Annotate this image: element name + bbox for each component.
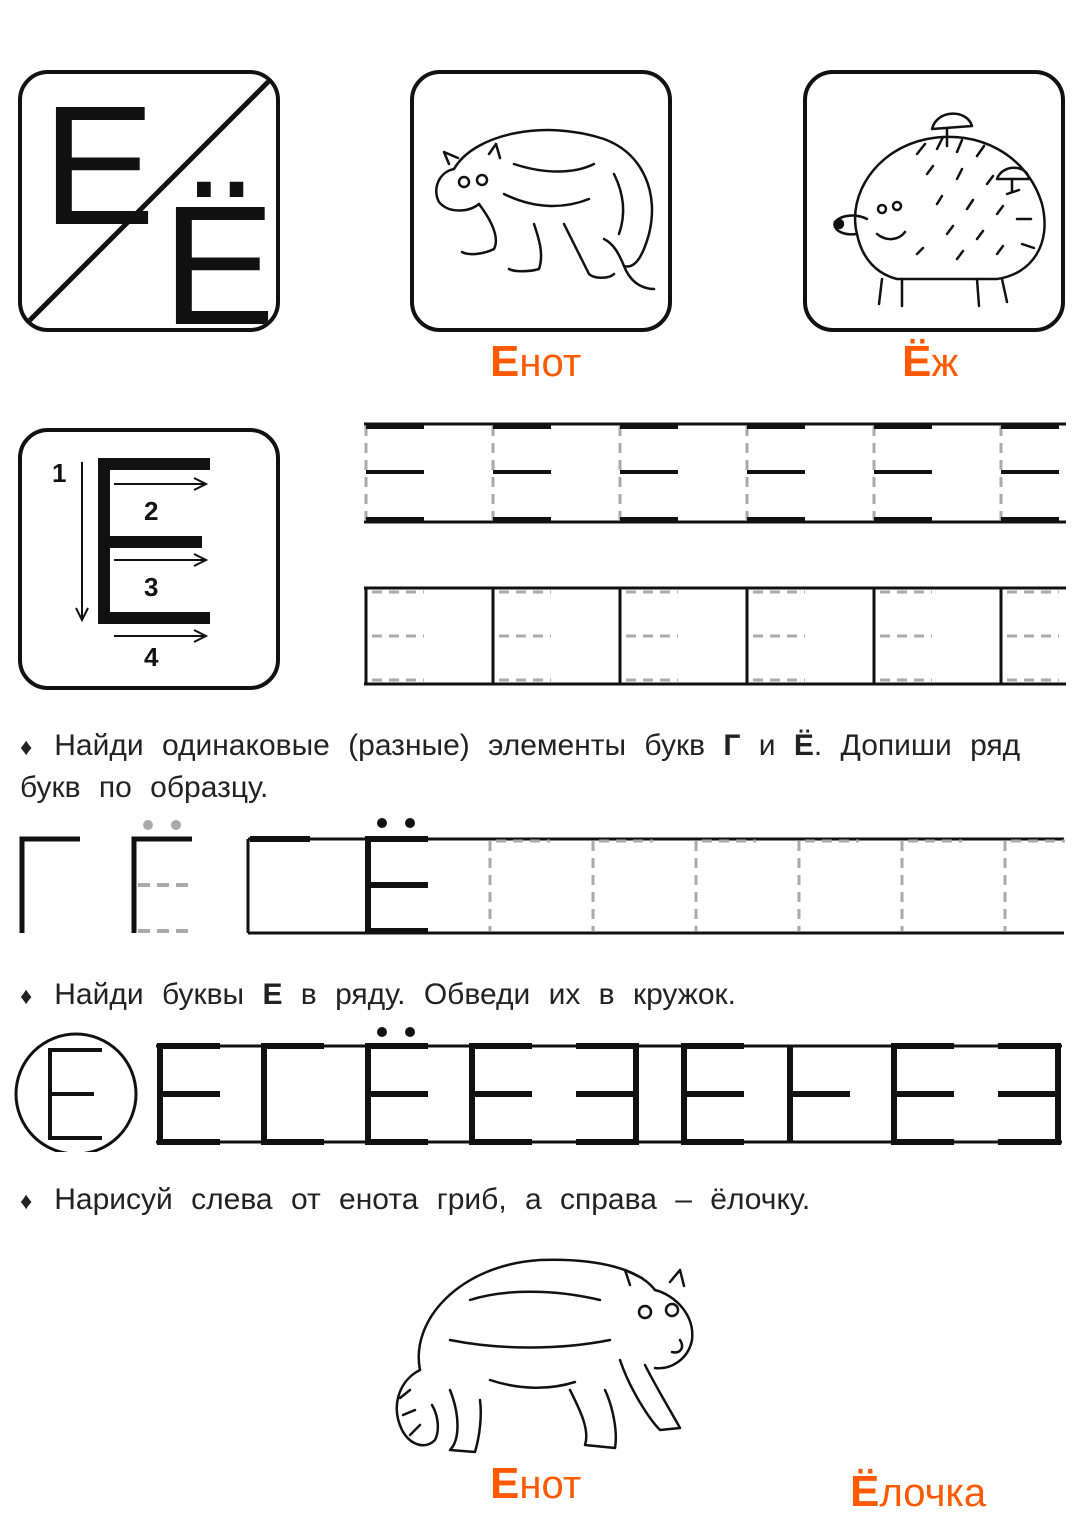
- picture-card-raccoon: [410, 70, 672, 332]
- practice-cell: [1001, 426, 1059, 520]
- practice-cell: [696, 841, 756, 931]
- practice-cell: [1005, 841, 1065, 931]
- stroke-order-card: [18, 428, 280, 690]
- task-1-letter-row: [14, 815, 1076, 940]
- task-2-letter: Е: [262, 978, 283, 1011]
- picture-card-hedgehog: [803, 70, 1065, 332]
- practice-cell: [902, 841, 962, 931]
- task-1-letter-b: Ё: [793, 729, 814, 762]
- letter-card-e-yo: [18, 70, 280, 332]
- practice-cell: [874, 588, 932, 684]
- caption-hedgehog-rest: ж: [931, 341, 959, 385]
- stroke-order-graphic: [22, 432, 276, 686]
- caption-hedgehog-first-letter: Ё: [902, 337, 932, 386]
- task-1-middle: и: [740, 729, 794, 762]
- task-1-text: [20, 726, 1070, 808]
- caption-raccoon: [490, 337, 582, 386]
- practice-cell: [874, 426, 932, 520]
- task-1-letter-a: Г: [723, 729, 741, 762]
- stroke-step-2: 2: [144, 496, 159, 526]
- caption-hedgehog: [902, 337, 959, 386]
- letter-e-upper: Е: [42, 74, 156, 261]
- bullet-diamond-icon: ♦: [20, 983, 33, 1010]
- practice-cell: [799, 841, 859, 931]
- letter-yo-lower: Ё: [162, 171, 276, 328]
- raccoon-icon: [414, 74, 668, 328]
- practice-cell: [366, 426, 424, 520]
- raccoon-icon: [380, 1240, 710, 1460]
- task-2-letter-row: [14, 1022, 1076, 1152]
- caption-raccoon-first-letter: Е: [490, 337, 520, 386]
- practice-row-1: [364, 424, 1066, 522]
- bullet-diamond-icon: ♦: [20, 734, 33, 761]
- practice-cell: [1001, 588, 1059, 684]
- practice-cell: [747, 588, 805, 684]
- caption-raccoon-rest: нот: [519, 341, 582, 385]
- stroke-step-1: 1: [52, 458, 67, 488]
- practice-cell: [493, 426, 551, 520]
- task-2-text: [20, 975, 1070, 1017]
- practice-cell: [366, 588, 424, 684]
- practice-cell: [493, 588, 551, 684]
- letter-e-yo-graphic: [22, 74, 276, 328]
- practice-cell: [593, 841, 653, 931]
- stroke-step-4: 4: [144, 642, 159, 672]
- bottom-caption-fir-tree-rest: лочка: [879, 1471, 987, 1515]
- task-2-prefix: Найди буквы: [54, 978, 263, 1011]
- hedgehog-icon: [807, 74, 1061, 328]
- task-3-instruction: Нарисуй слева от енота гриб, а справа – ёлочку.: [54, 1183, 811, 1216]
- bottom-caption-fir-tree-first-letter: Ё: [850, 1467, 880, 1516]
- stroke-step-3: 3: [144, 572, 159, 602]
- bullet-diamond-icon: ♦: [20, 1188, 33, 1215]
- practice-row-2: [364, 588, 1066, 684]
- task-1-suffix: . Допиши ряд букв по образцу.: [20, 729, 1021, 804]
- practice-cell: [747, 426, 805, 520]
- practice-cell: [620, 426, 678, 520]
- bottom-caption-raccoon-first-letter: Е: [490, 1459, 520, 1508]
- task-2-suffix: в ряду. Обведи их в кружок.: [282, 978, 736, 1011]
- bottom-caption-fir-tree: [850, 1467, 987, 1516]
- task-1-prefix: Найди одинаковые (разные) элементы букв: [54, 729, 724, 762]
- writing-practice-area: [360, 418, 1070, 690]
- bottom-caption-raccoon: [490, 1459, 582, 1508]
- bottom-caption-raccoon-rest: нот: [519, 1463, 582, 1507]
- practice-cell: [620, 588, 678, 684]
- task-3-text: [20, 1180, 1070, 1222]
- practice-cell: [490, 841, 550, 931]
